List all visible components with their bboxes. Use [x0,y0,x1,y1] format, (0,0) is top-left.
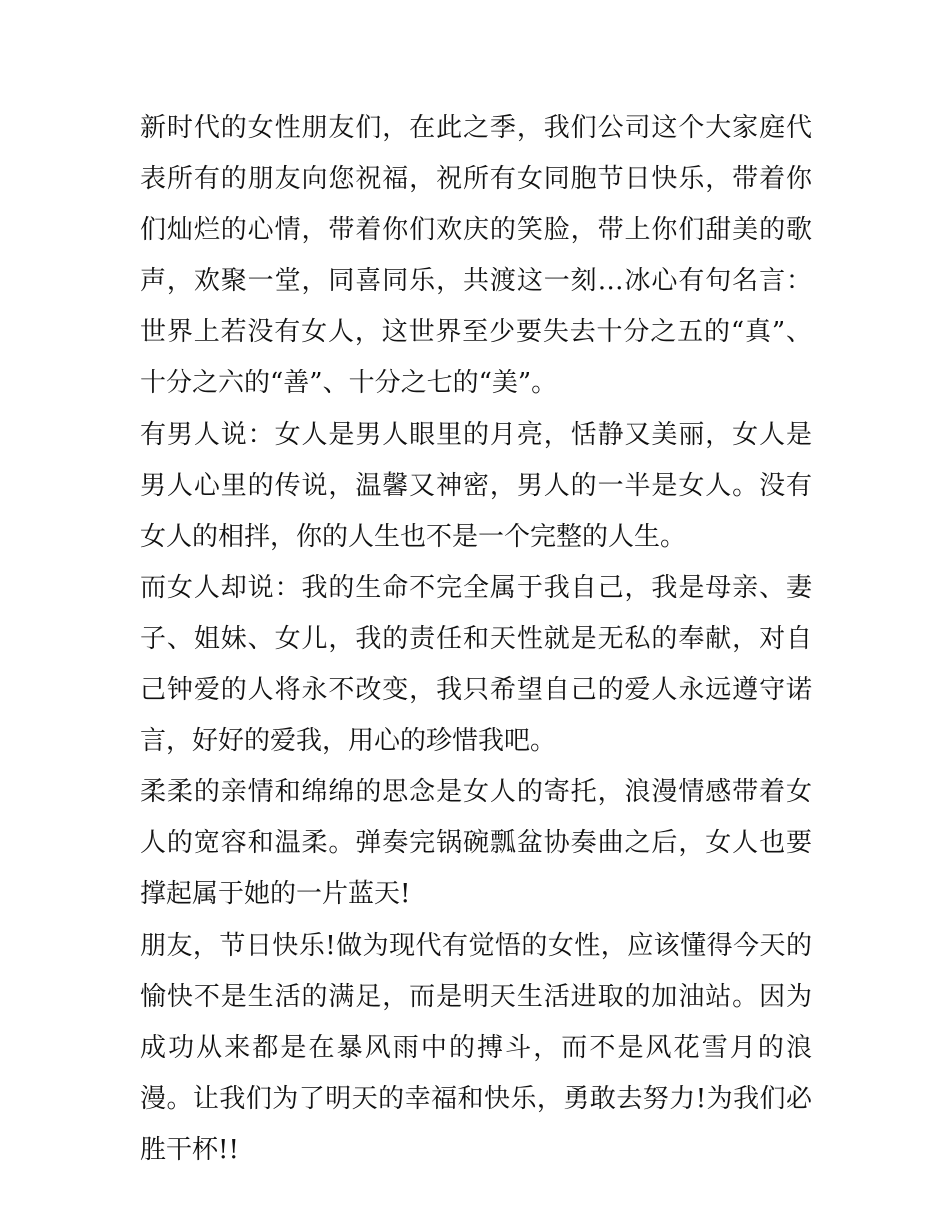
paragraph-5: 朋友，节日快乐!做为现代有觉悟的女性，应该懂得今天的愉快不是生活的满足，而是明天生活进取的加油站。因为成功从来都是在暴风雨中的搏斗，而不是风花雪月的浪漫。让我们为了明天的幸福和快乐，勇敢去努力!为我们必胜干杯!! [140,930,812,1165]
paragraph-3: 而女人却说：我的生命不完全属于我自己，我是母亲、妻子、姐妹、女儿，我的责任和天性就是无私的奉献，对自己钟爱的人将永不改变，我只希望自己的爱人永远遵守诺言，好好的爱我，用心的珍惜我吧。 [140,572,812,757]
paragraph-1: 新时代的女性朋友们，在此之季，我们公司这个大家庭代表所有的朋友向您祝福，祝所有女同胞节日快乐，带着你们灿烂的心情，带着你们欢庆的笑脸，带上你们甜美的歌声，欢聚一堂，同喜同乐，共渡这一刻…冰心有句名言：世界上若没有女人，这世界至少要失去十分之五的“真”、十分之六的“善”、十分之七的“美”。 [140,113,812,399]
paragraph-2: 有男人说：女人是男人眼里的月亮，恬静又美丽，女人是男人心里的传说，温馨又神密，男人的一半是女人。没有女人的相拌，你的人生也不是一个完整的人生。 [140,419,812,552]
document-body [140,103,812,1176]
paragraph-4: 柔柔的亲情和绵绵的思念是女人的寄托，浪漫情感带着女人的宽容和温柔。弹奏完锅碗瓢盆协奏曲之后，女人也要撑起属于她的一片蓝天! [140,777,812,910]
